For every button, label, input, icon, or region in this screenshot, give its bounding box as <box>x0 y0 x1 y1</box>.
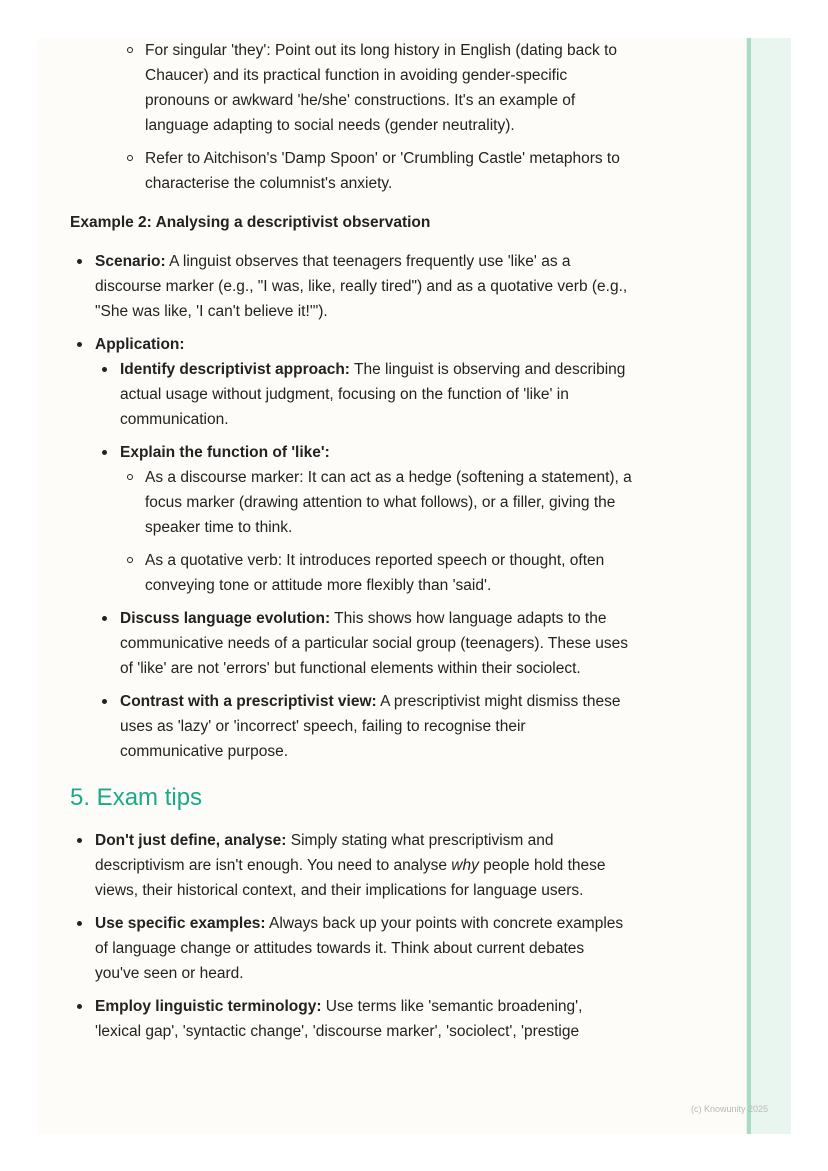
list-item: As a discourse marker: It can act as a hedge (softening a statement), a focus marker (drawing attention to what follows), or a filler, giving the speaker time to think. <box>120 465 632 540</box>
document-content <box>70 38 632 1052</box>
list-item: Use specific examples: Always back up your points with concrete examples of language change or attitudes towards it. Think about current debates you've seen or heard. <box>70 911 632 986</box>
list-item: As a quotative verb: It introduces reported speech or thought, often conveying tone or attitude more flexibly than 'said'. <box>120 548 632 598</box>
application-label: Application: <box>95 336 185 353</box>
list-item: Discuss language evolution: This shows how language adapts to the communicative needs of a particular social group (teenagers). These uses of 'like' are not 'errors' but functional elements within their sociolect. <box>95 606 632 681</box>
example-heading: Example 2: Analysing a descriptivist observation <box>70 214 431 231</box>
list-item: Contrast with a prescriptivist view: A prescriptivist might dismiss these uses as 'lazy' or 'incorrect' speech, failing to recognise their communicative purpose. <box>95 689 632 764</box>
list-item: For singular 'they': Point out its long history in English (dating back to Chaucer) and its practical function in avoiding gender-specific pronouns or awkward 'he/she' constructions. It's an example of language adapting to social needs (gender neutrality). <box>120 38 632 138</box>
scenario-text: A linguist observes that teenagers frequently use 'like' as a discourse marker (e.g., "I was, like, really tired") and as a quotative verb (e.g., "She was like, 'I can't believe it!'"). <box>95 253 628 320</box>
right-margin-rule <box>747 38 751 1134</box>
list-item: Identify descriptivist approach: The linguist is observing and describing actual usage without judgment, focusing on the function of 'like' in communication. <box>95 357 632 432</box>
explain-sublist <box>120 465 632 598</box>
exam-tips-list <box>70 828 632 1044</box>
list-item: Don't just define, analyse: Simply stating what prescriptivism and descriptivism are isn't enough. You need to analyse why people hold these views, their historical context, and their implications for language users. <box>70 828 632 903</box>
application-sublist <box>95 357 632 764</box>
example2-list <box>70 249 632 764</box>
list-item-application <box>70 332 632 764</box>
list-item-scenario <box>70 249 632 324</box>
copyright-footer: (c) Knowunity 2025 <box>691 1104 769 1114</box>
scenario-label: Scenario: <box>95 253 166 270</box>
section-title: 5. Exam tips <box>70 784 203 811</box>
list-item: Explain the function of 'like': As a discourse marker: It can act as a hedge (softening a statement), a focus marker (drawing attention to what follows), or a filler, giving the speaker time to think. As a quotative verb: It introduces reported speech or thought, often conveying tone or attitude more flexibly than 'said'. <box>95 440 632 598</box>
top-sublist <box>120 38 632 196</box>
right-margin-panel <box>746 38 791 1134</box>
list-item: Employ linguistic terminology: Use terms like 'semantic broadening', 'lexical gap', 'syntactic change', 'discourse marker', 'sociolect', 'prestige <box>70 994 632 1044</box>
list-item: Refer to Aitchison's 'Damp Spoon' or 'Crumbling Castle' metaphors to characterise the columnist's anxiety. <box>120 146 632 196</box>
